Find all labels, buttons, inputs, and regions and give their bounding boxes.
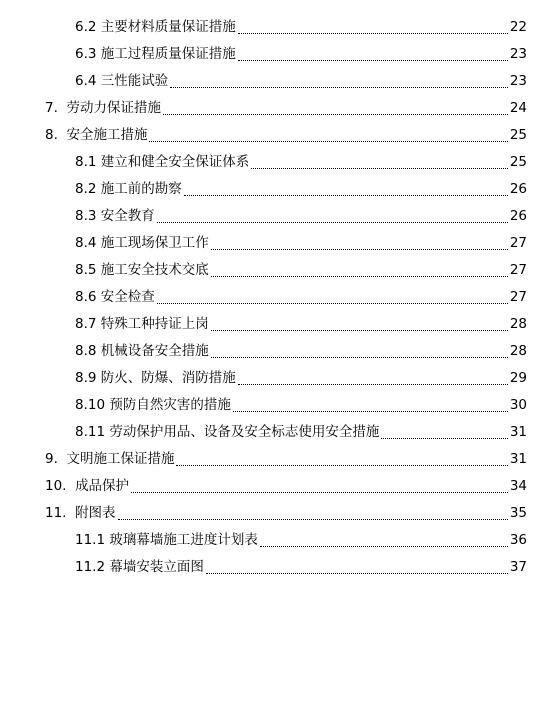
toc-entry-title: 安全施工措施 [66, 127, 148, 143]
toc-entry-title: 建立和健全安全保证体系 [100, 154, 250, 170]
toc-entry[interactable] [0, 473, 554, 500]
toc-entry-page: 26 [509, 208, 527, 224]
toc-entry-number: 8.9 [75, 370, 101, 386]
dot-leader [238, 33, 508, 34]
toc-entry-page: 31 [509, 424, 527, 440]
toc-entry-number: 7. [45, 100, 67, 116]
toc-entry[interactable] [0, 203, 554, 230]
toc-entry-number: 8.11 [75, 424, 110, 440]
toc-entry-title: 劳动保护用品、设备及安全标志使用安全措施 [109, 424, 380, 440]
toc-entry-number: 8. [45, 127, 67, 143]
toc-entry-number: 8.8 [75, 343, 101, 359]
dot-leader [206, 573, 508, 574]
toc-entry-number: 8.5 [75, 262, 101, 278]
dot-leader [131, 492, 508, 493]
toc-entry-page: 28 [509, 316, 527, 332]
toc-entry-title: 附图表 [75, 505, 116, 521]
toc-entry-page: 24 [509, 100, 527, 116]
toc-entry[interactable] [0, 500, 554, 527]
toc-entry-page: 35 [509, 505, 527, 521]
dot-leader [211, 276, 508, 277]
toc-entry-page: 27 [509, 289, 527, 305]
dot-leader [233, 411, 508, 412]
toc-entry[interactable] [0, 68, 554, 95]
dot-leader [149, 141, 507, 142]
dot-leader [163, 114, 508, 115]
toc-entry[interactable] [0, 365, 554, 392]
toc-entry[interactable] [0, 527, 554, 554]
toc-entry-number: 6.2 [75, 19, 101, 35]
toc-entry-page: 23 [509, 73, 527, 89]
toc-entry-number: 8.7 [75, 316, 101, 332]
toc-entry-number: 11.2 [75, 559, 110, 575]
toc-entry-number: 9. [45, 451, 67, 467]
toc-entry-title: 施工现场保卫工作 [100, 235, 209, 251]
toc-entry-number: 8.3 [75, 208, 101, 224]
toc-entry-title: 机械设备安全措施 [100, 343, 209, 359]
toc-entry-title: 预防自然灾害的措施 [109, 397, 231, 413]
toc-entry-title: 安全检查 [100, 289, 155, 305]
dot-leader [381, 438, 507, 439]
toc-entry-title: 施工前的勘察 [100, 181, 182, 197]
toc-entry[interactable] [0, 149, 554, 176]
toc-entry[interactable] [0, 392, 554, 419]
toc-entry[interactable] [0, 446, 554, 473]
dot-leader [157, 303, 508, 304]
toc-entry[interactable] [0, 176, 554, 203]
toc-entry-title: 施工安全技术交底 [100, 262, 209, 278]
toc-entry-page: 28 [509, 343, 527, 359]
toc-entry[interactable] [0, 284, 554, 311]
toc-entry-page: 34 [509, 478, 527, 494]
dot-leader [251, 168, 508, 169]
toc-entry-number: 8.4 [75, 235, 101, 251]
toc-entry-number: 8.10 [75, 397, 110, 413]
dot-leader [170, 87, 508, 88]
table-of-contents [0, 14, 554, 581]
toc-entry[interactable] [0, 311, 554, 338]
toc-entry[interactable] [0, 95, 554, 122]
toc-entry-title: 特殊工种持证上岗 [100, 316, 209, 332]
toc-entry-title: 防火、防爆、消防措施 [100, 370, 236, 386]
toc-entry-number: 6.4 [75, 73, 101, 89]
toc-entry-page: 25 [509, 127, 527, 143]
toc-entry-page: 29 [509, 370, 527, 386]
toc-entry-page: 25 [509, 154, 527, 170]
toc-entry-page: 30 [509, 397, 527, 413]
dot-leader [184, 195, 508, 196]
dot-leader [211, 249, 508, 250]
toc-entry-page: 31 [509, 451, 527, 467]
toc-entry[interactable] [0, 41, 554, 68]
toc-entry-page: 26 [509, 181, 527, 197]
toc-entry-title: 安全教育 [100, 208, 155, 224]
toc-entry-title: 三性能试验 [100, 73, 169, 89]
toc-entry-page: 27 [509, 262, 527, 278]
toc-entry-title: 成品保护 [75, 478, 130, 494]
dot-leader [157, 222, 508, 223]
toc-entry-page: 27 [509, 235, 527, 251]
toc-entry[interactable] [0, 554, 554, 581]
dot-leader [211, 330, 508, 331]
toc-entry-number: 6.3 [75, 46, 101, 62]
toc-entry[interactable] [0, 230, 554, 257]
dot-leader [238, 384, 508, 385]
toc-entry-number: 11.1 [75, 532, 110, 548]
toc-entry-number: 10. [45, 478, 76, 494]
toc-entry[interactable] [0, 257, 554, 284]
toc-entry-page: 22 [509, 19, 527, 35]
dot-leader [211, 357, 508, 358]
toc-entry[interactable] [0, 14, 554, 41]
toc-entry-page: 37 [509, 559, 527, 575]
toc-entry-number: 8.6 [75, 289, 101, 305]
toc-entry-title: 施工过程质量保证措施 [100, 46, 236, 62]
toc-entry-title: 主要材料质量保证措施 [100, 19, 236, 35]
toc-entry-number: 11. [45, 505, 76, 521]
dot-leader [118, 519, 508, 520]
toc-entry-title: 幕墙安装立面图 [109, 559, 204, 575]
toc-entry-title: 玻璃幕墙施工进度计划表 [109, 532, 258, 548]
toc-entry-page: 36 [509, 532, 527, 548]
toc-entry-page: 23 [509, 46, 527, 62]
toc-entry[interactable] [0, 122, 554, 149]
toc-entry[interactable] [0, 419, 554, 446]
toc-entry[interactable] [0, 338, 554, 365]
dot-leader [260, 546, 508, 547]
toc-entry-title: 劳动力保证措施 [66, 100, 161, 116]
toc-entry-title: 文明施工保证措施 [66, 451, 175, 467]
dot-leader [238, 60, 508, 61]
toc-entry-number: 8.2 [75, 181, 101, 197]
dot-leader [176, 465, 507, 466]
toc-entry-number: 8.1 [75, 154, 101, 170]
